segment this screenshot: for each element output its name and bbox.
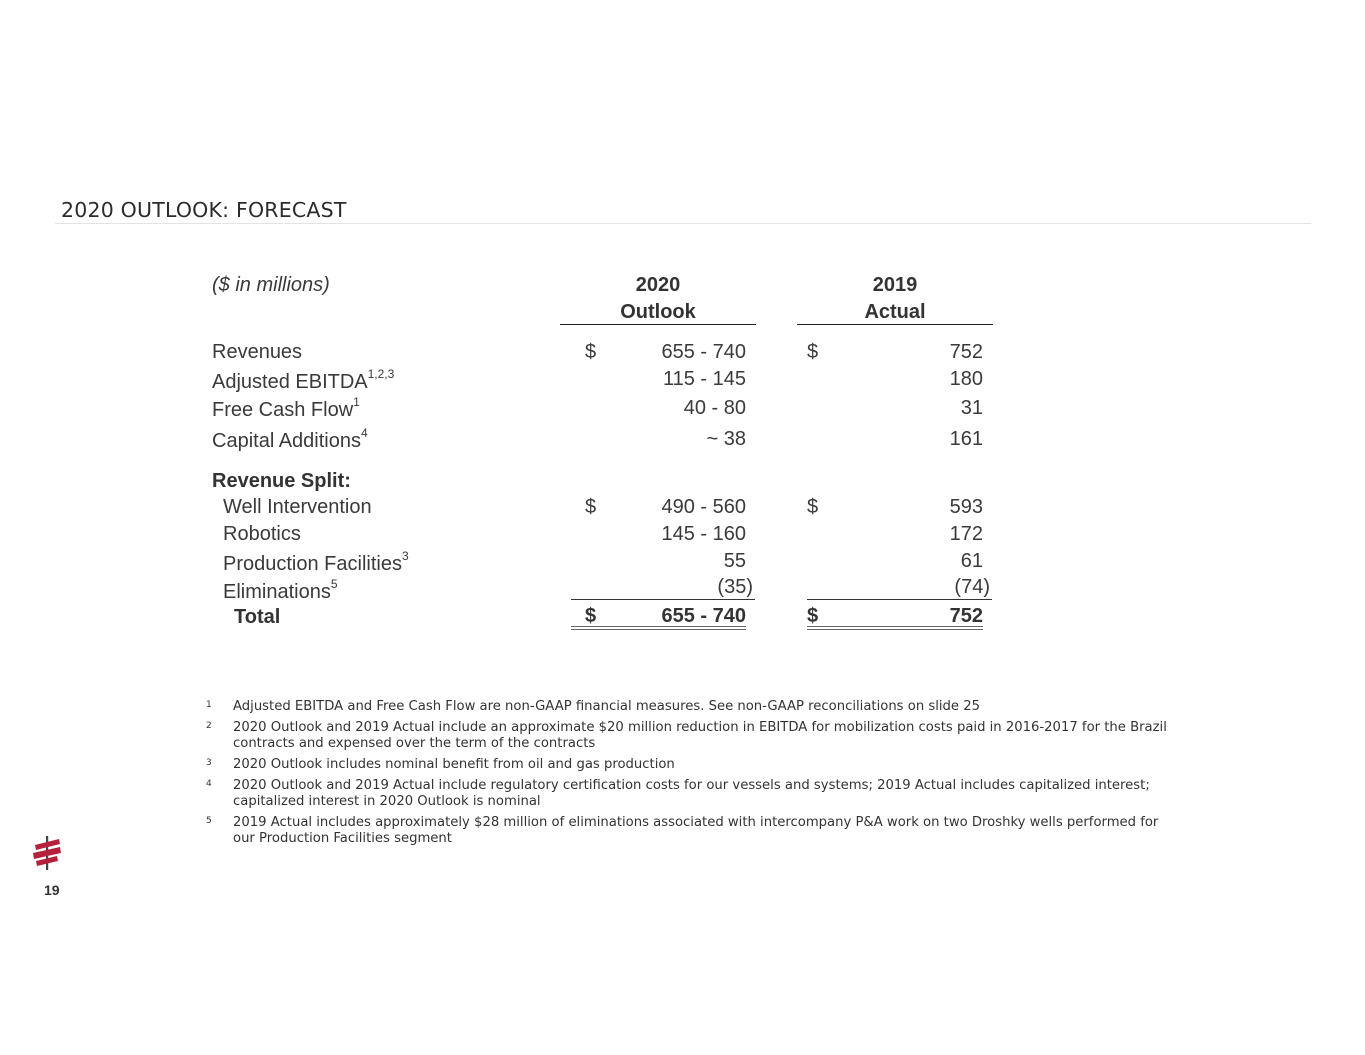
adjusted-ebitda-footnote-ref: 1,2,3 (367, 367, 395, 382)
footnote-2-number: 2 (206, 721, 212, 731)
row-capital-additions-label: Capital Additions$^4$ (212, 426, 368, 452)
outlook-header: Outlook (620, 301, 696, 323)
outlook-year-header: 2020 (635, 274, 681, 296)
footnote-5-text: 2019 Actual includes approximately $28 million of eliminations associated with intercompany P&A work on two Droshky wells performed for our Production Facilities segment (233, 815, 1159, 846)
row-robotics-label: Robotics (223, 523, 301, 545)
revenues-outlook-currency: $ (585, 341, 597, 363)
actual-header-rule (797, 324, 993, 325)
well-intervention-actual-currency: $ (807, 496, 819, 518)
free-cash-flow-actual-value: 31 (960, 397, 983, 419)
footnote-3-number: 3 (206, 758, 212, 768)
footnote-1-number: 1 (206, 700, 212, 710)
page-number: 19 (44, 882, 60, 898)
outlook-header-rule (560, 324, 756, 325)
revenues-outlook-value: 655 - 740 (661, 341, 746, 363)
robotics-outlook-value: 145 - 160 (661, 523, 746, 545)
production-facilities-actual-value: 61 (960, 550, 983, 572)
row-well-intervention-label: Well Intervention (223, 496, 372, 518)
revenue-split-heading: Revenue Split: (212, 470, 351, 492)
actual-header: Actual (864, 301, 926, 323)
free-cash-flow-footnote-ref: 1 (353, 395, 360, 410)
robotics-actual-value: 172 (949, 523, 983, 545)
production-facilities-outlook-value: 55 (723, 550, 746, 572)
outlook-total-double-rule (571, 626, 746, 630)
units-label: ($ in millions) (212, 274, 330, 296)
row-revenues-label: Revenues (212, 341, 303, 363)
footnote-4-number: 4 (206, 779, 212, 789)
footnote-3-text: 2020 Outlook includes nominal benefit from oil and gas production (233, 757, 675, 772)
row-production-facilities-label: Production Facilities$^3$ (223, 549, 409, 575)
capital-additions-actual-value: 161 (949, 428, 983, 450)
total-actual-value: 752 (949, 605, 983, 627)
capital-additions-footnote-ref: 4 (360, 426, 368, 441)
actual-subtotal-rule (807, 599, 992, 600)
actual-year-header: 2019 (872, 274, 918, 296)
total-actual-currency: $ (807, 605, 819, 627)
footnote-1-text: Adjusted EBITDA and Free Cash Flow are non-GAAP financial measures. See non-GAAP reconciliations on slide 25 (233, 699, 981, 714)
eliminations-outlook-value: (35) (717, 576, 753, 598)
company-logo-icon (31, 836, 63, 870)
revenues-actual-value: 752 (949, 341, 983, 363)
production-facilities-footnote-ref: 3 (401, 549, 409, 564)
well-intervention-actual-value: 593 (949, 496, 983, 518)
well-intervention-outlook-value: 490 - 560 (661, 496, 746, 518)
well-intervention-outlook-currency: $ (585, 496, 597, 518)
eliminations-footnote-ref: 5 (330, 577, 338, 592)
row-eliminations-label: Eliminations$^5$ (223, 577, 338, 603)
eliminations-actual-value: (74) (954, 576, 990, 598)
row-total-label: Total (234, 606, 281, 628)
footnote-4-text: 2020 Outlook and 2019 Actual include regulatory certification costs for our vessels and systems; 2019 Actual includes capitalized interest; capitalized interest in 2020 Outlook is nominal (233, 778, 1150, 809)
adjusted-ebitda-actual-value: 180 (949, 368, 983, 390)
adjusted-ebitda-outlook-value: 115 - 145 (662, 368, 746, 390)
footnote-5-number: 5 (206, 816, 212, 826)
revenues-actual-currency: $ (807, 341, 819, 363)
actual-total-double-rule (807, 626, 983, 630)
page-title: 2020 OUTLOOK: FORECAST (61, 198, 347, 222)
title-divider (55, 223, 1311, 224)
total-outlook-value: 655 - 740 (661, 605, 746, 627)
outlook-subtotal-rule (571, 599, 755, 600)
row-adjusted-ebitda-label: Adjusted EBITDA$^{1,2,3}$ (212, 367, 395, 393)
row-free-cash-flow-label: Free Cash Flow$^1$ (212, 395, 360, 421)
free-cash-flow-outlook-value: 40 - 80 (683, 397, 746, 419)
footnote-2-text: 2020 Outlook and 2019 Actual include an approximate $20 million reduction in EBITDA for mobilization costs paid in 2016-2017 for the Brazil contracts and expensed over the term of the contracts (233, 720, 1167, 751)
total-outlook-currency: $ (585, 605, 597, 627)
capital-additions-outlook-value: ~ 38 (706, 428, 746, 450)
